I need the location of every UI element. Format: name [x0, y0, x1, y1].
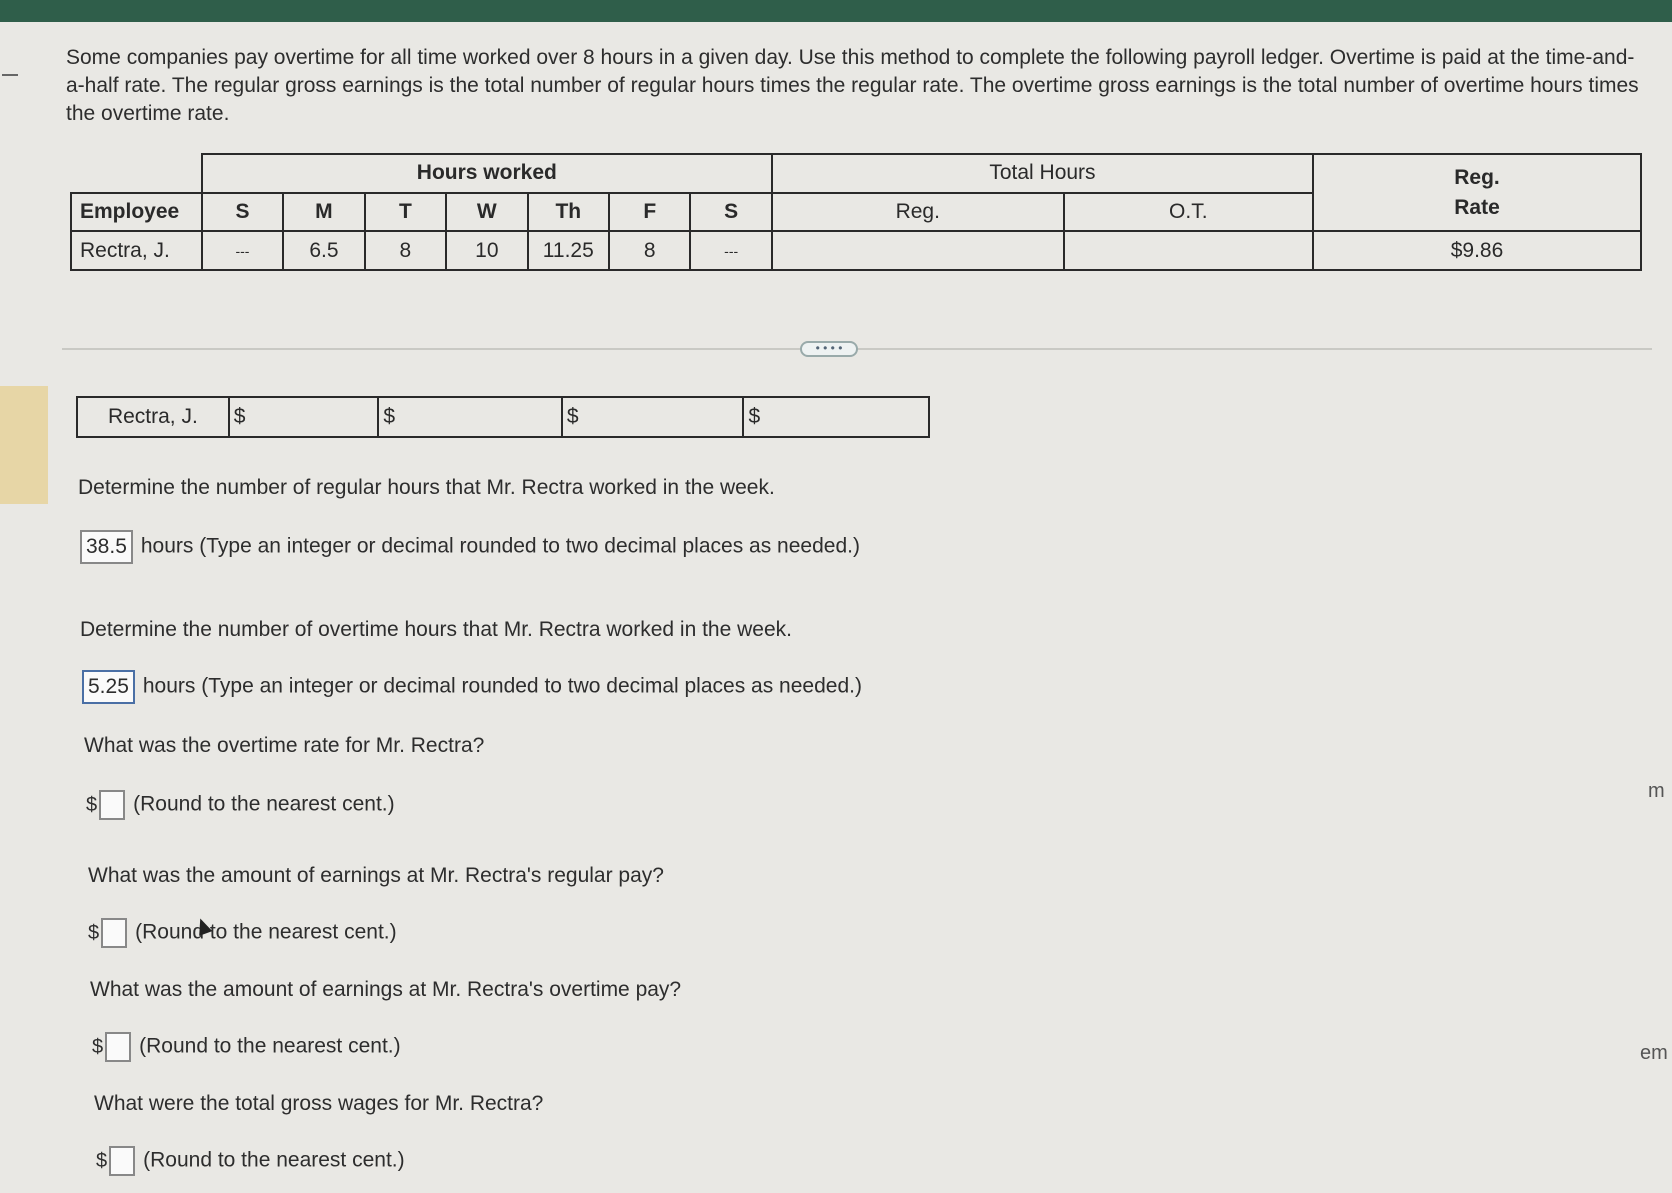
total-gross-wages-hint: (Round to the nearest cent.) [143, 1148, 405, 1172]
question-overtime-rate: What was the overtime rate for Mr. Rectra? [84, 734, 485, 757]
employee-name-cell: Rectra, J. [71, 231, 202, 270]
regular-earnings-input[interactable] [229, 397, 379, 437]
left-dash [2, 74, 18, 76]
employee-header: Employee [71, 193, 202, 232]
day-header-thursday: Th [528, 193, 609, 232]
hours-cell-tuesday: 8 [365, 231, 446, 270]
dollar-sign: $ [383, 405, 396, 428]
overtime-earnings-input[interactable] [562, 397, 744, 437]
payroll-ledger-table [70, 153, 1642, 271]
overtime-hours-input[interactable]: 5.25 [82, 670, 135, 704]
hours-cell-monday: 6.5 [283, 231, 364, 270]
left-accent-strip [0, 386, 48, 504]
total-gross-wages-answer-input[interactable] [109, 1146, 135, 1176]
expand-button[interactable]: • • • • [800, 341, 858, 357]
table-row [71, 231, 1641, 270]
overtime-hours-hint: hours (Type an integer or decimal rounded to two decimal places as needed.) [142, 674, 862, 698]
earnings-answer-row [76, 396, 930, 438]
total-ot-header: O.T. [1064, 193, 1313, 232]
overtime-pay-answer-input[interactable] [105, 1032, 131, 1062]
answer-line-regular-pay [88, 918, 397, 948]
answer-line-overtime-hours [82, 670, 862, 704]
answer-line-overtime-rate [86, 790, 395, 820]
reg-rate-header: Reg. Rate [1313, 154, 1641, 231]
answer-line-overtime-pay [92, 1032, 401, 1062]
regular-pay-answer-input[interactable] [101, 918, 127, 948]
answer-line-total-gross-wages [96, 1146, 405, 1176]
dollar-sign: $ [566, 405, 579, 428]
hours-cell-wednesday: 10 [446, 231, 527, 270]
earnings-employee-name: Rectra, J. [107, 405, 198, 428]
total-reg-header: Reg. [772, 193, 1064, 232]
overtime-rate-answer-input[interactable] [99, 790, 125, 820]
question-overtime-pay: What was the amount of earnings at Mr. Rectra's overtime pay? [90, 978, 682, 1001]
regular-pay-hint: (Round to the nearest cent.) [135, 920, 397, 944]
day-header-monday: M [283, 193, 364, 232]
reg-rate-cell: $9.86 [1313, 231, 1641, 270]
dollar-sign: $ [92, 1035, 104, 1058]
hours-cell-saturday: --- [690, 231, 771, 270]
regular-hours-hint: hours (Type an integer or decimal rounded to two decimal places as needed.) [140, 534, 860, 558]
question-regular-pay: What was the amount of earnings at Mr. Rectra's regular pay? [88, 864, 664, 887]
overtime-rate-input[interactable] [378, 397, 562, 437]
dollar-sign: $ [748, 405, 761, 428]
blank-corner-cell [71, 154, 202, 193]
dollar-sign: $ [96, 1149, 108, 1172]
dollar-sign: $ [88, 921, 100, 944]
question-total-gross-wages: What were the total gross wages for Mr. Rectra? [94, 1092, 544, 1115]
day-header-friday: F [609, 193, 690, 232]
total-reg-hours-cell [772, 231, 1064, 270]
hours-cell-sunday: --- [202, 231, 283, 270]
hours-worked-header: Hours worked [202, 154, 772, 193]
question-overtime-hours: Determine the number of overtime hours that Mr. Rectra worked in the week. [80, 618, 792, 641]
hours-cell-thursday: 11.25 [528, 231, 609, 270]
question-regular-hours: Determine the number of regular hours that Mr. Rectra worked in the week. [78, 476, 775, 499]
answer-line-regular-hours [80, 530, 860, 564]
overtime-pay-hint: (Round to the nearest cent.) [139, 1034, 401, 1058]
day-header-wednesday: W [446, 193, 527, 232]
dollar-sign: $ [233, 405, 246, 428]
day-header-tuesday: T [365, 193, 446, 232]
day-header-sunday: S [202, 193, 283, 232]
problem-instructions: Some companies pay overtime for all time worked over 8 hours in a given day. Use this method to complete the following payroll ledger. Overtime is paid at the time-and-a-half rate. The regular gross earnings is the total number of regular hours times the regular rate. The overtime gross earnings is the total number of overtime hours times the overtime rate. [66, 46, 1639, 125]
overtime-rate-hint: (Round to the nearest cent.) [133, 792, 395, 816]
total-hours-header: Total Hours [772, 154, 1313, 193]
edge-fragment: m [1648, 780, 1665, 802]
edge-fragment: em [1640, 1042, 1668, 1064]
total-ot-hours-cell [1064, 231, 1313, 270]
day-header-saturday: S [690, 193, 771, 232]
regular-hours-input[interactable]: 38.5 [80, 530, 133, 564]
dollar-sign: $ [86, 793, 98, 816]
gross-earnings-input[interactable] [743, 397, 929, 437]
hours-cell-friday: 8 [609, 231, 690, 270]
top-bar [0, 0, 1672, 22]
